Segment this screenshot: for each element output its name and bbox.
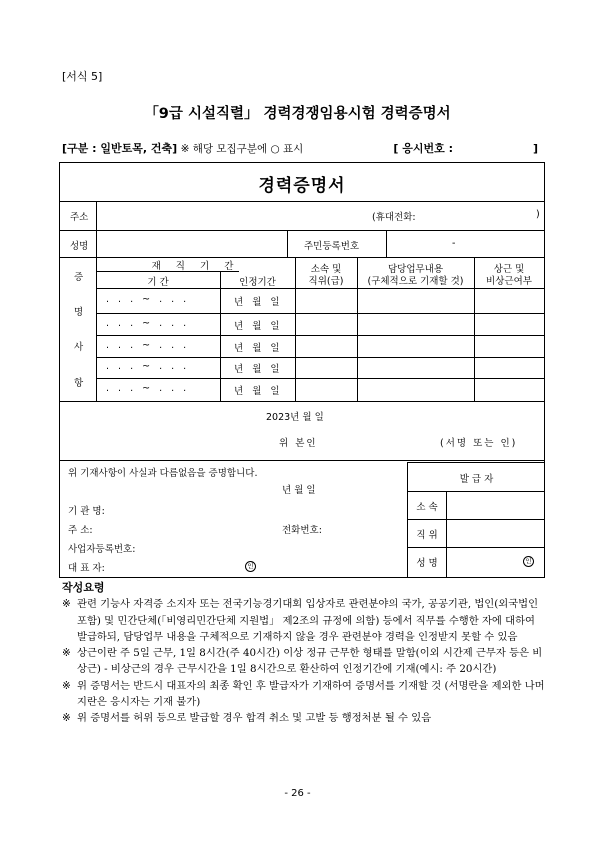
divider xyxy=(220,271,221,401)
divider xyxy=(96,288,544,289)
exam-number-field[interactable] xyxy=(393,140,538,156)
seal-mark[interactable]: 인 xyxy=(245,561,256,572)
divider xyxy=(60,401,544,402)
note-mark: ※ xyxy=(62,598,71,611)
dept-header: 소속 및 xyxy=(310,264,342,275)
address-label: 주소 xyxy=(70,212,89,223)
divider xyxy=(96,335,544,336)
issuer-seal-mark[interactable]: 인 xyxy=(523,556,534,567)
certificate-form xyxy=(59,162,545,578)
approved-period: 년 월 일 xyxy=(234,343,283,354)
category-note: ※ 해당 모집구분에 ○ 표시 xyxy=(180,143,304,155)
applicant-label: 위 본인 xyxy=(279,438,318,449)
instruction-text: 상근이란 주 5일 근무, 1일 8시간(주 40시간) 이상 정규 근무한 형태를 말함(이외 시간제 근무자 등은 비상근) - 비상근의 경우 근무시간을 1일 8시간으로 환산하여 인정기간에 기재(예시: 주 20시간) xyxy=(77,647,543,676)
note-mark: ※ xyxy=(62,647,71,660)
period-dates: . . . ~ . . . xyxy=(106,361,190,372)
divider xyxy=(386,230,387,257)
instruction-text: 위 증명서는 반드시 대표자의 최종 확인 후 발급자가 기재하여 증명서를 기재할 것 (서명란을 제외한 나머지란은 응시자는 기재 불가) xyxy=(77,679,545,709)
mobile-label: (휴대전화: xyxy=(372,212,416,223)
duty-header: (구체적으로 기재할 것) xyxy=(367,276,464,287)
period-dates: . . . ~ . . . xyxy=(106,383,190,394)
instruction-item xyxy=(62,645,547,678)
issuer-position-field[interactable] xyxy=(447,520,544,547)
divider xyxy=(408,547,544,548)
period-subheader: 기 간 xyxy=(147,277,169,288)
org-address-label: 주 소: xyxy=(68,525,93,536)
confirm-text: 위 기재사항이 사실과 다름없음을 증명합니다. xyxy=(68,468,258,479)
mobile-close: ) xyxy=(536,209,540,220)
divider xyxy=(60,460,544,461)
form-number-label: [서식 5] xyxy=(62,70,103,83)
rrn-dash[interactable]: - xyxy=(452,238,456,249)
exam-number-close: ] xyxy=(532,142,538,155)
issuer-dept-label: 소 속 xyxy=(416,502,438,513)
instructions xyxy=(62,580,547,727)
name-label: 성명 xyxy=(70,241,89,252)
divider xyxy=(96,313,544,314)
name-field[interactable] xyxy=(97,231,287,257)
page-number: - 26 - xyxy=(284,788,311,799)
rrn-label: 주민등록번호 xyxy=(304,241,360,252)
career-label-char: 증 xyxy=(74,272,84,283)
duty-header: 담당업무내용 xyxy=(387,264,444,275)
fulltime-header: 비상근여부 xyxy=(486,276,532,287)
instructions-heading: 작성요령 xyxy=(62,581,105,594)
issue-date: 년 월 일 xyxy=(282,485,316,496)
fulltime-header: 상근 및 xyxy=(493,264,525,275)
period-dates: . . . ~ . . . xyxy=(106,294,190,305)
org-name-label: 기 관 명: xyxy=(68,506,105,517)
instruction-text: 관련 기능사 자격증 소지자 또는 전국기능경기대회 입상자로 관련분야의 국가, 공공기관, 법인(외국법인 포함) 및 민간단체(「비영리민간단체 지원법」 제2조의 규정에 의함) 등에서 직무를 수행한 자에 대하여 발급하되, 담당업무 내용을 구체적으로 기재하지 않을 경우 관련분야 경력을 인정받지 못할 수 있음 xyxy=(77,598,539,643)
representative-label: 대 표 자: xyxy=(68,563,105,574)
exam-number-label: [ 응시번호 : xyxy=(393,142,453,155)
phone-label: 전화번호: xyxy=(282,525,322,536)
dept-header: 직위(급) xyxy=(308,276,344,287)
period-dates: . . . ~ . . . xyxy=(106,318,190,329)
category-label: [구분 : 일반토목, 건축] xyxy=(62,142,178,155)
sign-note[interactable]: (서명 또는 인) xyxy=(440,438,518,449)
approved-subheader: 인정기간 xyxy=(239,277,276,288)
divider xyxy=(96,378,544,379)
period-header: 재 직 기 간 xyxy=(151,261,240,272)
divider xyxy=(96,357,544,358)
approved-period: 년 월 일 xyxy=(234,386,283,397)
note-mark: ※ xyxy=(62,712,71,725)
divider xyxy=(287,230,288,257)
career-label-char: 사 xyxy=(74,342,84,353)
instruction-item xyxy=(62,596,547,645)
issuer-title: 발 급 자 xyxy=(459,474,494,485)
instruction-item xyxy=(62,710,547,726)
career-label-char: 항 xyxy=(74,378,84,389)
business-no-label: 사업자등록번호: xyxy=(68,544,136,555)
issuer-name-label: 성 명 xyxy=(416,558,438,569)
certificate-title: 경력증명서 xyxy=(258,176,346,196)
instruction-text: 위 증명서를 허위 등으로 발급할 경우 합격 취소 및 고발 등 행정처분 될 수 있음 xyxy=(77,712,432,725)
issuer-box xyxy=(407,462,544,577)
address-field[interactable] xyxy=(97,202,544,230)
instruction-item xyxy=(62,678,547,711)
issuer-position-label: 직 위 xyxy=(416,530,438,541)
document-title: 「9급 시설직렬」 경력경쟁임용시험 경력증명서 xyxy=(144,106,451,122)
category-row xyxy=(62,140,538,156)
date-line: 2023년 월 일 xyxy=(266,412,324,423)
career-label-char: 명 xyxy=(74,307,84,318)
period-dates: . . . ~ . . . xyxy=(106,340,190,351)
approved-period: 년 월 일 xyxy=(234,364,283,375)
issuer-dept-field[interactable] xyxy=(447,492,544,519)
approved-period: 년 월 일 xyxy=(234,321,283,332)
note-mark: ※ xyxy=(62,679,71,692)
approved-period: 년 월 일 xyxy=(234,297,283,308)
